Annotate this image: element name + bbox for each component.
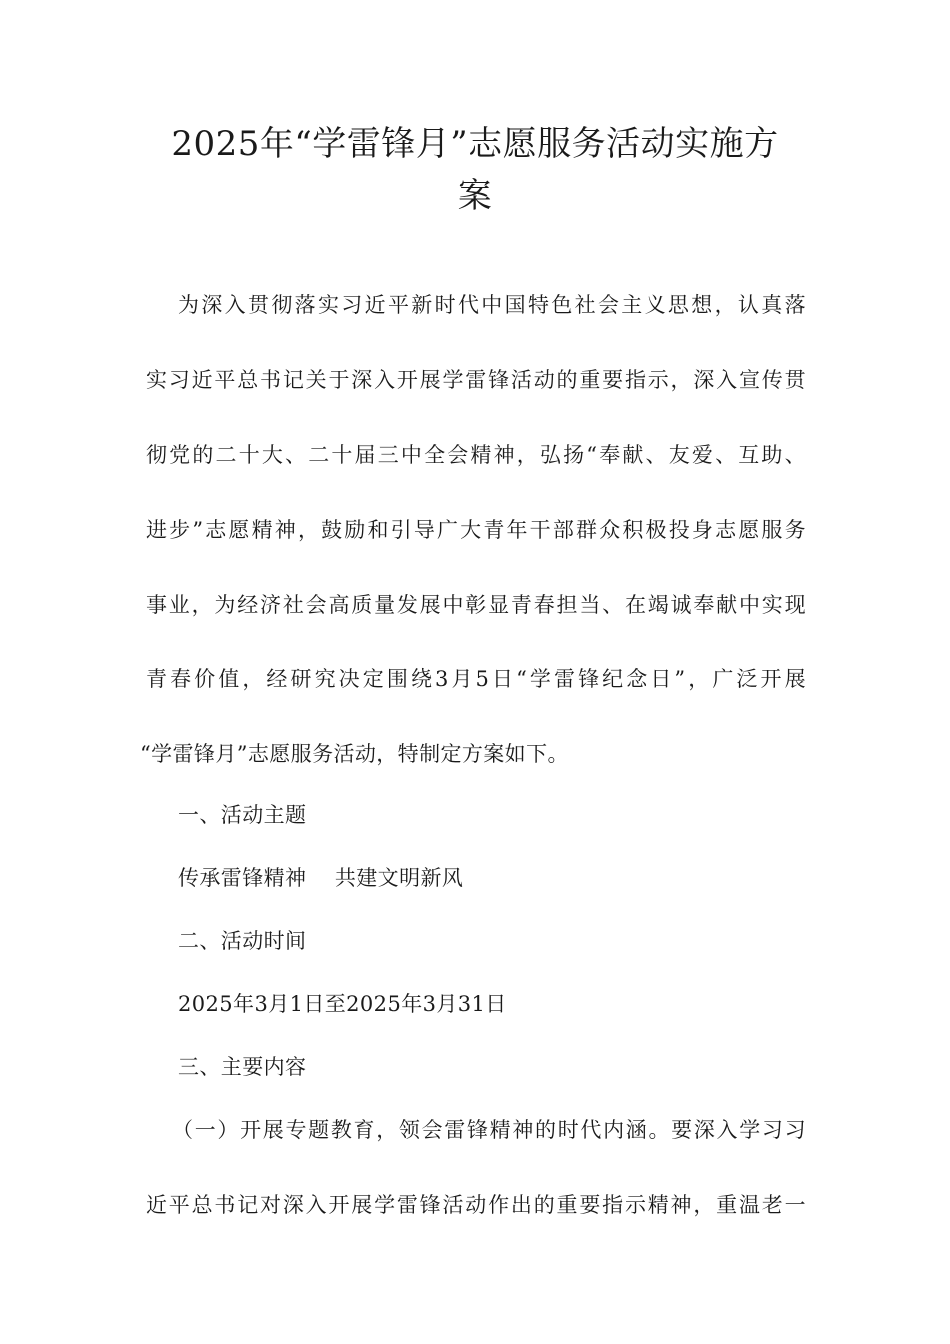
intro-line-7: “学雷锋月”志愿服务活动，特制定方案如下。	[140, 742, 569, 766]
section-heading-theme: 一、活动主题	[178, 803, 307, 827]
intro-line-5: 事业，为经济社会高质量发展中彰显青春担当、在竭诚奉献中实现	[146, 593, 806, 617]
section-content-time: 2025年3月1日至2025年3月31日	[178, 992, 507, 1016]
content-line-1: （一）开展专题教育，领会雷锋精神的时代内涵。要深入学习习	[172, 1118, 806, 1142]
intro-line-3: 彻党的二十大、二十届三中全会精神，弘扬“奉献、友爱、互助、	[146, 443, 806, 467]
section-heading-time: 二、活动时间	[178, 929, 307, 953]
intro-line-2: 实习近平总书记关于深入开展学雷锋活动的重要指示，深入宣传贯	[146, 368, 806, 392]
intro-line-1: 为深入贯彻落实习近平新时代中国特色社会主义思想，认真落	[178, 293, 806, 317]
intro-line-4: 进步”志愿精神，鼓励和引导广大青年干部群众积极投身志愿服务	[146, 518, 806, 542]
section-content-theme: 传承雷锋精神 共建文明新风	[178, 866, 464, 890]
title-line-2: 案	[457, 176, 493, 216]
title-line-1: 2025年“学雷锋月”志愿服务活动实施方	[171, 124, 779, 164]
document-title	[120, 118, 830, 222]
content-line-2: 近平总书记对深入开展学雷锋活动作出的重要指示精神，重温老一	[146, 1193, 806, 1217]
section-heading-content: 三、主要内容	[178, 1055, 307, 1079]
intro-line-6: 青春价值，经研究决定围绕3月5日“学雷锋纪念日”，广泛开展	[146, 667, 806, 691]
